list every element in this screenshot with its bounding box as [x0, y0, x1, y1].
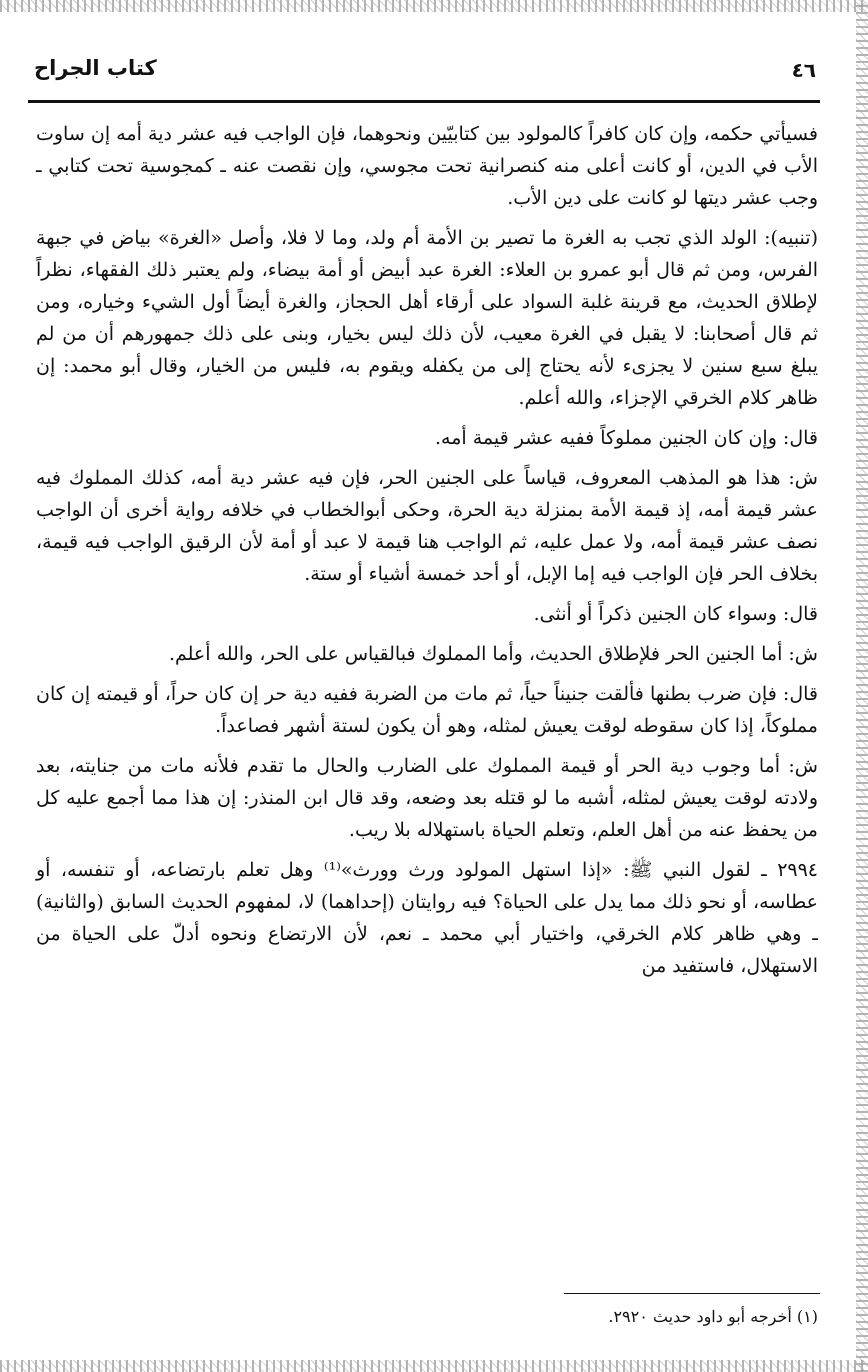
paragraph-9: ٢٩٩٤ ـ لقول النبي ﷺ: «إذا استهل المولود ورث وورث»⁽¹⁾ وهل تعلم بارتضاعه، أو تنفسه، أو عطاسه، أو نحو ذلك مما يدل على الحياة؟ فيه روايتان (إحداهما) لا، لمفهوم الحديث السابق (والثانية) ـ وهي ظاهر كلام الخرقي، واختيار أبي محمد ـ نعم، لأن الارتضاع ونحوه أدلّ على الحياة من الاستهلال، فاستفيد من — [36, 859, 819, 977]
paragraph-8: ش: أما وجوب دية الحر أو قيمة المملوك على الضارب والحال ما تقدم فلأنه مات من جنايته، بعد ولادته لوقت يعيش لمثله، أشبه ما لو قتله بعد وضعه، وقد قال ابن المنذر: إن هذا مما أجمع عليه كل من يحفظ عنه من أهل العلم، وتعلم الحياة باستهلاله بلا ريب. — [36, 755, 818, 841]
page-header — [28, 52, 820, 92]
paragraph-2: (تنبيه): الولد الذي تجب به الغرة ما تصير بن الأمة أم ولد، وما لا فلا، وأصل «الغرة» بياض في جبهة الفرس، ومن ثم قال أبو عمرو بن العلاء: الغرة عبد أبيض أو أمة بيضاء، ولم يعتبر ذلك الفقهاء، نظراً لإطلاق الحديث، مع قرينة غلبة السواد على أرقاء أهل الحجاز، والغرة أيضاً أول الشيء وخياره، ومن ثم قال أصحابنا: لا يقبل في الغرة معيب، لأن ذلك ليس بخيار، وبنى على ذلك جمهورهم أن من لم يبلغ سبع سنين لا يجزىء لأنه يحتاج إلى من يكفله ويقوم به، فليس من الخيار، وقال أبو محمد: إن ظاهر كلام الخرقي الإجزاء، والله أعلم. — [36, 227, 818, 409]
page-number: ٤٦ — [791, 58, 816, 82]
decorative-border-bottom — [0, 1360, 868, 1372]
paragraph-4: ش: هذا هو المذهب المعروف، قياساً على الجنين الحر، فإن فيه عشر دية أمه، كذلك المملوك فيه عشر قيمة أمه، إذ قيمة الأمة بمنزلة دية الحرة، وحكى أبوالخطاب في خلافه رواية أخرى أن الواجب نصف عشر قيمة أمه، ولا عمل عليه، ثم الواجب هنا قيمة لا عبد أو أمة لأن الرقيق الواجب فيه قيمة، بخلاف الحر فإن الواجب فيه إما الإبل، أو أحد خمسة أشياء أو ستة. — [36, 467, 818, 585]
header-divider — [28, 100, 820, 103]
decorative-border-top — [0, 0, 868, 12]
decorative-border-right — [856, 0, 868, 1372]
footnote-divider — [564, 1293, 820, 1294]
body-text — [36, 118, 818, 990]
paragraph-5: قال: وسواء كان الجنين ذكراً أو أنثى. — [533, 603, 818, 625]
paragraph-1: فسيأتي حكمه، وإن كان كافراً كالمولود بين كتابيّين ونحوهما، فإن الواجب فيه عشر دية أمه إن ساوت الأب في الدين، أو كانت أعلى منه كنصرانية تحت مجوسي، وإن نقصت عنه ـ كمجوسية تحت كتابي ـ وجب عشر ديتها لو كانت على دين الأب. — [36, 123, 818, 209]
paragraph-6: ش: أما الجنين الحر فلإطلاق الحديث، وأما المملوك فبالقياس على الحر، والله أعلم. — [168, 643, 818, 665]
paragraph-3: قال: وإن كان الجنين مملوكاً ففيه عشر قيمة أمه. — [434, 427, 818, 449]
paragraph-7: قال: فإن ضرب بطنها فألقت جنيناً حياً، ثم مات من الضربة ففيه دية حر إن كان حراً، أو قيمته إن كان مملوكاً، إذا كان سقوطه لوقت يعيش لمثله، وهو أن يكون لستة أشهر فصاعداً. — [36, 683, 818, 737]
book-title: كتاب الجراح — [34, 56, 157, 80]
footnote: (١) أخرجه أبو داود حديث ٢٩٢٠. — [608, 1307, 818, 1326]
